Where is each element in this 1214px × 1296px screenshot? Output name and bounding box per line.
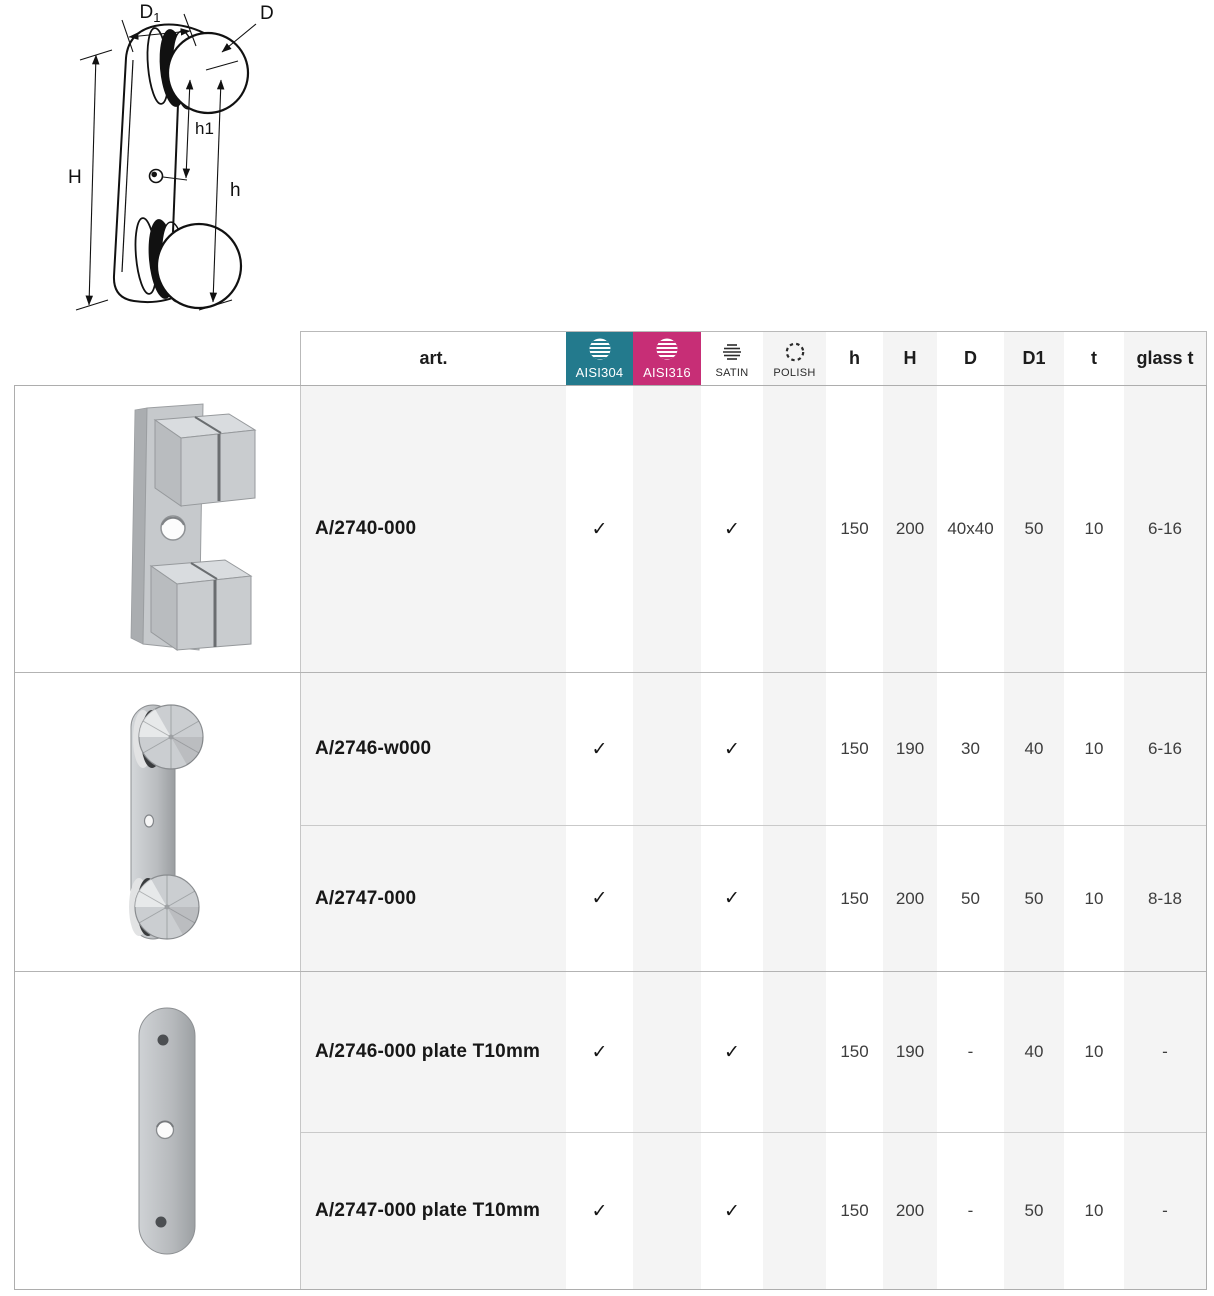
- column-header-h: h: [849, 348, 860, 368]
- product-photo-disc-fitting: [15, 673, 301, 971]
- dim-D1-value: 50: [1004, 1133, 1064, 1289]
- product-photo-plain-plate: [15, 972, 301, 1289]
- dim-h-value: 150: [840, 1201, 869, 1220]
- polish-label: POLISH: [773, 367, 816, 379]
- plain-plate-image: [43, 986, 273, 1276]
- aisi304-check: ✓: [591, 1200, 608, 1222]
- technical-drawing: [56, 0, 304, 335]
- table-row: [301, 673, 1206, 825]
- table-row: [301, 825, 1206, 971]
- article-number: A/2747-000: [301, 826, 566, 971]
- product-photo-square-clamp: [15, 386, 301, 672]
- dim-glass-t-value: 6-16: [1124, 673, 1206, 825]
- dim-t-value: 10: [1084, 739, 1104, 758]
- table-row: [301, 1132, 1206, 1289]
- dim-h-value: 150: [840, 888, 869, 908]
- polish-check: [763, 1133, 826, 1289]
- dim-t-value: 10: [1084, 1042, 1104, 1061]
- dim-D-value: -: [967, 1201, 974, 1220]
- column-header-satin: [701, 332, 763, 385]
- column-header-polish: [763, 332, 826, 385]
- aisi316-check: [633, 1133, 701, 1289]
- aisi316-check: [633, 826, 701, 971]
- satin-check: ✓: [724, 738, 740, 760]
- polish-check: [763, 673, 826, 825]
- product-group-2: [15, 672, 1206, 971]
- dim-D1-value: 40: [1004, 673, 1064, 825]
- top-cylinder: [145, 27, 248, 113]
- column-header-glass-t: glass t: [1124, 332, 1206, 385]
- steel-sphere-icon: [654, 336, 680, 362]
- label-h: h: [230, 180, 241, 201]
- dim-glass-t-value: 8-18: [1124, 826, 1206, 971]
- dim-D-value: 50: [961, 888, 980, 908]
- dim-glass-t-value: -: [1124, 1133, 1206, 1289]
- dim-h-value: 150: [840, 519, 869, 538]
- satin-check: ✓: [724, 1041, 740, 1063]
- column-header-t: t: [1091, 348, 1097, 368]
- polish-check: [763, 972, 826, 1132]
- dim-H-value: 200: [883, 1133, 937, 1289]
- dim-D-value: 40x40: [947, 519, 994, 538]
- table-body: [14, 385, 1207, 1290]
- article-number: A/2746-w000: [301, 673, 566, 825]
- table-header: [300, 331, 1207, 385]
- product-group-3: [15, 971, 1206, 1289]
- dim-glass-t-value: -: [1124, 972, 1206, 1132]
- aisi304-check: ✓: [591, 738, 608, 760]
- column-header-aisi304: [566, 332, 633, 385]
- steel-sphere-icon: [587, 336, 613, 362]
- label-D: D: [260, 3, 274, 24]
- satin-check: ✓: [724, 518, 740, 540]
- square-clamp-image: [43, 398, 273, 660]
- column-header-art: art.: [419, 348, 448, 368]
- product-group-1: [15, 386, 1206, 672]
- dim-D1-value: 40: [1004, 972, 1064, 1132]
- satin-check: ✓: [724, 888, 740, 909]
- label-D1: $D_1$: [139, 2, 161, 25]
- dim-t-value: 10: [1084, 519, 1104, 538]
- mid-hole: [150, 170, 163, 183]
- dim-t-value: 10: [1084, 888, 1104, 908]
- article-number: A/2746-000 plate T10mm: [301, 972, 566, 1132]
- column-header-aisi316: [633, 332, 701, 385]
- article-number: A/2747-000 plate T10mm: [301, 1133, 566, 1289]
- dim-glass-t-value: 6-16: [1124, 386, 1206, 672]
- dim-D1-value: 50: [1004, 386, 1064, 672]
- dim-H-value: 200: [883, 826, 937, 971]
- article-number: A/2740-000: [301, 386, 566, 672]
- column-header-D1: D1: [1004, 332, 1064, 385]
- dim-h-value: 150: [840, 1042, 869, 1061]
- label-h1: h1: [195, 119, 214, 138]
- column-header-H: H: [883, 332, 937, 385]
- aisi316-check: [633, 673, 701, 825]
- table-row: [301, 972, 1206, 1132]
- aisi316-check: [633, 386, 701, 672]
- dim-t-value: 10: [1084, 1201, 1104, 1220]
- aisi316-check: [633, 972, 701, 1132]
- aisi316-label: AISI316: [643, 365, 691, 380]
- dim-H-value: 190: [883, 972, 937, 1132]
- satin-stripes-icon: [719, 340, 745, 364]
- aisi304-check: ✓: [591, 888, 608, 909]
- satin-check: ✓: [724, 1200, 740, 1222]
- dim-D-value: 30: [961, 739, 980, 758]
- spec-table: [14, 331, 1207, 1290]
- dim-h-value: 150: [840, 739, 869, 758]
- polish-check: [763, 386, 826, 672]
- dim-H-value: 190: [883, 673, 937, 825]
- bottom-cylinder: [133, 217, 241, 308]
- table-row: [301, 386, 1206, 672]
- dim-D-value: -: [967, 1042, 974, 1061]
- dim-D1-value: 50: [1004, 826, 1064, 971]
- polish-dashed-circle-icon: [782, 340, 808, 364]
- aisi304-label: AISI304: [575, 365, 624, 380]
- polish-check: [763, 826, 826, 971]
- disc-fitting-image: [43, 687, 273, 957]
- label-H: H: [68, 167, 82, 188]
- dim-H-value: 200: [883, 386, 937, 672]
- aisi304-check: ✓: [591, 518, 608, 540]
- aisi304-check: ✓: [591, 1041, 608, 1063]
- satin-label: SATIN: [715, 367, 749, 379]
- column-header-D: D: [964, 348, 977, 368]
- fitting-dimension-diagram: [56, 0, 304, 330]
